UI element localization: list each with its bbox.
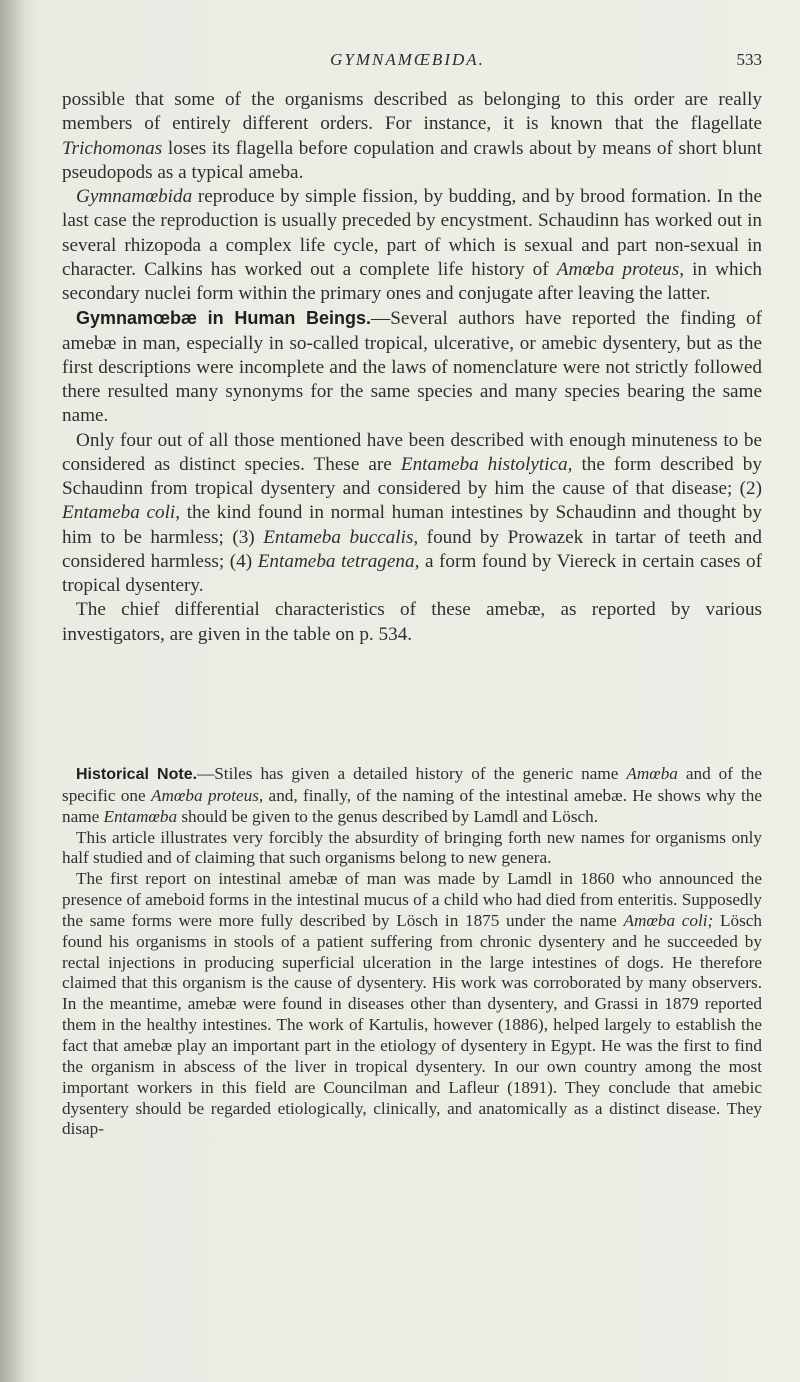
page-spine-shadow xyxy=(0,0,26,1382)
note-paragraph-1: Historical Note.—Stiles has given a detailed history of the generic name Amœba and of the specific one Amœba proteus, and, finally, of the naming of the intestinal amebæ. He shows why the name Entamœba should be given to the genus described by Lamdl and Lösch. xyxy=(62,764,762,826)
paragraph-2: Gymnamœbida reproduce by simple fission, by budding, and by brood formation. In the last case the reproduction is usually preceded by encystment. Schaudinn has worked out in several rhizopoda a complex life cycle, part of which is sexual and part non-sexual in character. Calkins has worked out a complete life history of Amœba proteus, in which secondary nuclei form within the primary ones and conjugate after leaving the latter. xyxy=(62,186,762,304)
paragraph-5: The chief differential characteristics of these amebæ, as reported by various investigators, are given in the table on p. 534. xyxy=(62,599,762,645)
paragraph-4: Only four out of all those mentioned have been described with enough minuteness to be considered as distinct species. These are Entameba histolytica, the form described by Schaudinn from tropical dysentery and considered by him the cause of that disease; (2) Entameba coli, the kind found in normal human intestines by Schaudinn and thought by him to be harmless; (3) Entameba buccalis, found by Prowazek in tartar of teeth and considered harmless; (4) Entameba tetragena, a form found by Viereck in certain cases of tropical dysentery. xyxy=(62,429,762,596)
note-heading: Historical Note. xyxy=(76,766,198,783)
page-number: 533 xyxy=(736,50,762,69)
section-heading: Gymnamœbæ in Human Beings. xyxy=(76,308,372,329)
paragraph-1: possible that some of the organisms described as belonging to this order are really members of entirely different orders. For instance, it is known that the flagellate Trichomonas loses its flagella before copulation and crawls about by means of short blunt pseudopods as a typical ameba. xyxy=(62,89,762,183)
running-header: GYMNAMŒBIDA. xyxy=(330,50,485,69)
note-paragraph-2: This article illustrates very forcibly the absurdity of bringing forth new names for organisms only half studied and of claiming that such organisms belong to new genera. xyxy=(62,827,762,868)
paragraph-3: Gymnamœbæ in Human Beings.—Several authors have reported the finding of amebæ in man, especially in so-called tropical, ulcerative, or amebic dysentery, but as the first descriptions were incomplete and the laws of nomenclature were not strictly followed there resulted many synonyms for the same species and many species bearing the same name. xyxy=(62,308,762,427)
historical-note xyxy=(62,764,762,1140)
main-text xyxy=(62,88,762,647)
note-paragraph-3: The first report on intestinal amebæ of man was made by Lamdl in 1860 who announced the presence of ameboid forms in the intestinal mucus of a child who had died from enteritis. Supposedly the same forms were more fully described by Lösch in 1875 under the name Amœba coli; Lösch found his organisms in stools of a patient suffering from chronic dysentery and he succeeded by rectal injections in producing superficial ulceration in the large intestines of dogs. He therefore claimed that this organism is the cause of dysentery. His work was corroborated by many observers. In the meantime, amebæ were found in diseases other than dysentery, and Grassi in 1879 reported them in the healthy intestines. The work of Kartulis, however (1886), helped largely to establish the fact that amebæ play an important part in the etiology of dysentery in Egypt. He was the first to find the organism in abscess of the liver in tropical dysentery. In our own country among the most important workers in this field are Councilman and Lafleur (1891). They conclude that amebic dysentery should be regarded etiologically, clinically, and anatomically as a distinct disease. They disap- xyxy=(62,869,762,1139)
